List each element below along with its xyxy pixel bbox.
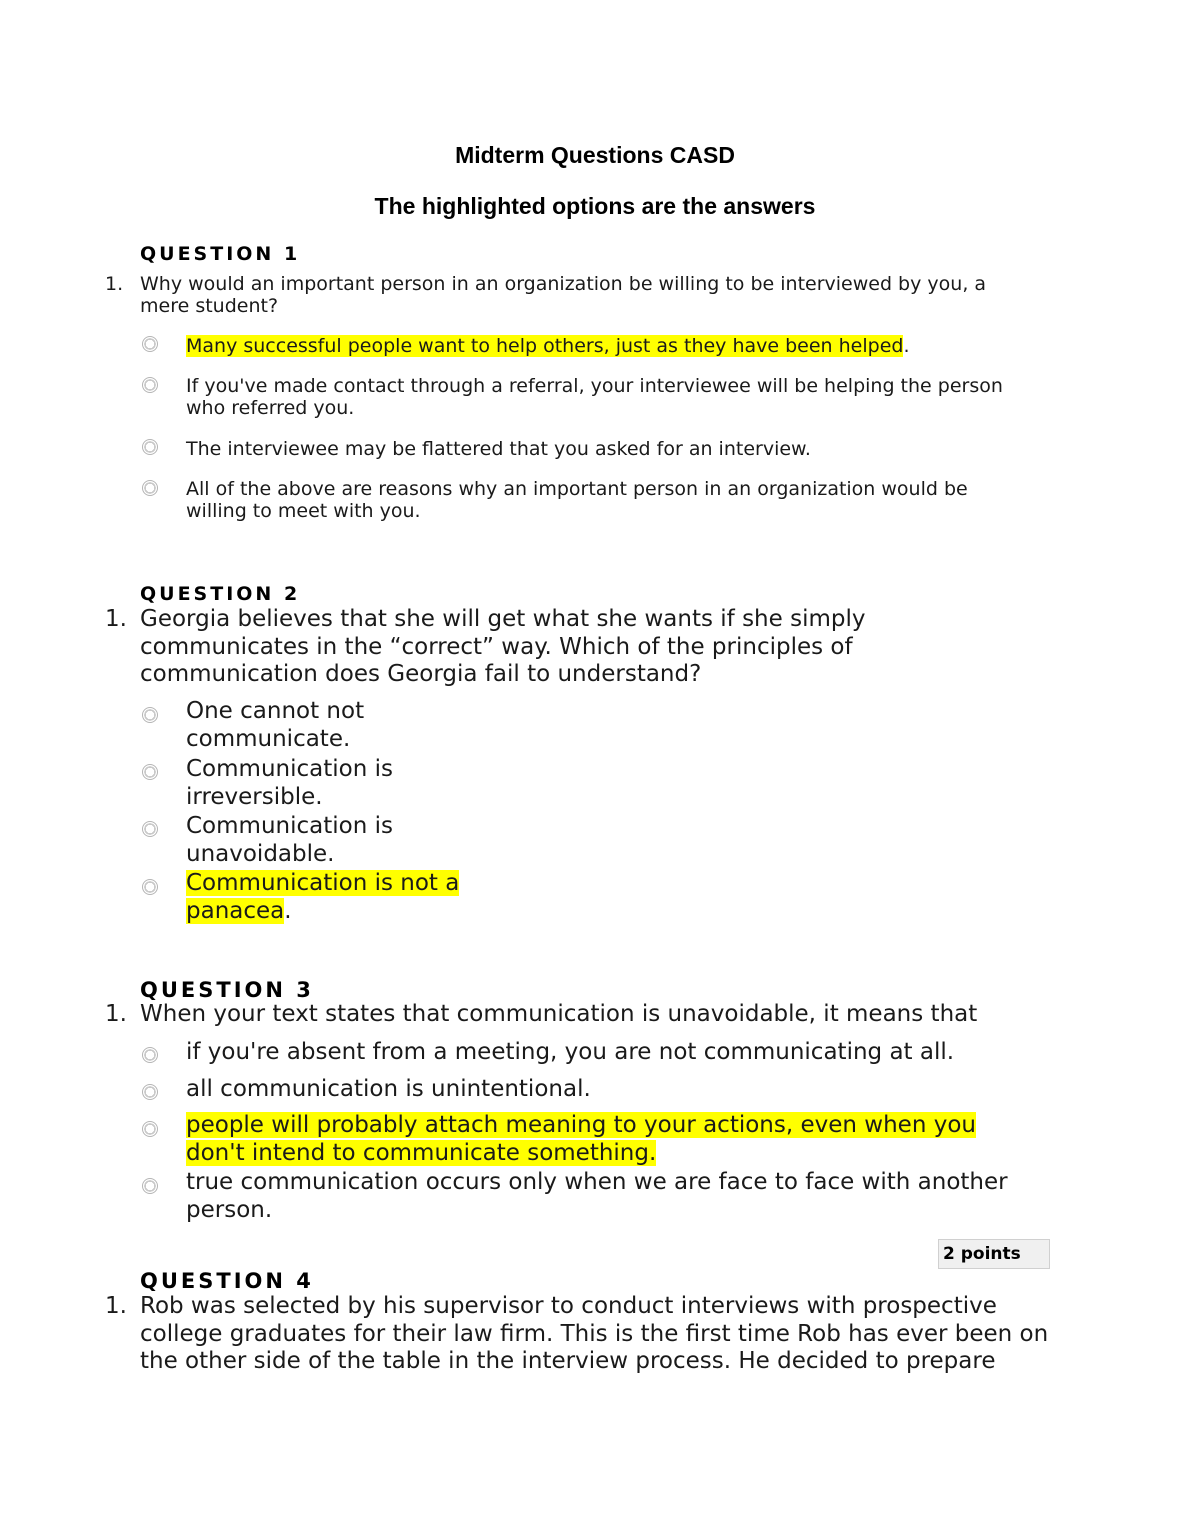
option-text: All of the above are reasons why an important person in an organization would be willing to meet with you. xyxy=(186,478,968,522)
radio-button[interactable] xyxy=(142,439,158,455)
question-label: QUESTION 2 xyxy=(140,583,301,605)
option-text: The interviewee may be flattered that you asked for an interview. xyxy=(186,438,811,460)
answer-option xyxy=(186,813,426,868)
option-text: . xyxy=(284,897,292,924)
radio-button[interactable] xyxy=(142,879,158,895)
question-text: Rob was selected by his supervisor to conduct interviews with prospective college graduates for their law firm. This is the first time Rob has ever been on the other side of the table in the interview process. He decided to prepare xyxy=(140,1293,1049,1374)
answer-option xyxy=(186,1169,1036,1224)
option-text: if you're absent from a meeting, you are not communicating at all. xyxy=(186,1039,955,1065)
radio-button[interactable] xyxy=(142,1084,158,1100)
option-text: Communication is unavoidable. xyxy=(186,813,393,867)
points-badge: 2 points xyxy=(938,1239,1050,1269)
radio-button[interactable] xyxy=(142,764,158,780)
question-text: Why would an important person in an organization be willing to be interviewed by you, a mere student? xyxy=(140,273,987,317)
radio-button[interactable] xyxy=(142,336,158,352)
radio-button[interactable] xyxy=(142,480,158,496)
radio-button[interactable] xyxy=(142,707,158,723)
highlighted-answer: Communication is not a panacea xyxy=(186,870,460,924)
question-label: QUESTION 3 xyxy=(140,978,314,1002)
radio-button[interactable] xyxy=(142,1047,158,1063)
answer-option xyxy=(186,478,1016,522)
option-text: all communication is unintentional. xyxy=(186,1076,591,1102)
answer-option xyxy=(186,870,476,925)
option-text: true communication occurs only when we are face to face with another person. xyxy=(186,1169,1008,1223)
radio-button[interactable] xyxy=(142,1178,158,1194)
highlighted-answer: people will probably attach meaning to your actions, even when you don't intend to communicate something. xyxy=(186,1112,976,1166)
option-text: Communication is irreversible. xyxy=(186,756,393,810)
question-label: QUESTION 1 xyxy=(140,243,301,265)
question-text: Georgia believes that she will get what she wants if she simply communicates in the “correct” way. Which of the principles of communication does Georgia fail to understand? xyxy=(140,606,866,687)
question-number: 1. xyxy=(105,606,127,632)
answer-option xyxy=(186,698,396,753)
option-text: One cannot not communicate. xyxy=(186,698,365,752)
answer-option xyxy=(186,756,426,811)
question-label: QUESTION 4 xyxy=(140,1269,314,1293)
question-number: 1. xyxy=(105,1293,127,1319)
question-text: When your text states that communication is unavoidable, it means that xyxy=(140,1001,978,1027)
answer-option xyxy=(186,1112,1036,1167)
option-text: If you've made contact through a referral, your interviewee will be helping the person who referred you. xyxy=(186,375,1003,419)
document-subtitle: The highlighted options are the answers xyxy=(374,193,816,219)
option-text: . xyxy=(903,335,910,357)
answer-option xyxy=(186,375,1046,419)
radio-button[interactable] xyxy=(142,821,158,837)
answer-option xyxy=(186,335,1046,357)
answer-option xyxy=(186,1076,1036,1104)
radio-button[interactable] xyxy=(142,377,158,393)
highlighted-answer: Many successful people want to help others, just as they have been helped xyxy=(186,335,904,357)
answer-option xyxy=(186,1039,1036,1067)
answer-option xyxy=(186,438,1046,460)
question-number: 1. xyxy=(105,273,124,295)
radio-button[interactable] xyxy=(142,1121,158,1137)
document-title: Midterm Questions CASD xyxy=(455,142,735,168)
question-number: 1. xyxy=(105,1001,127,1027)
